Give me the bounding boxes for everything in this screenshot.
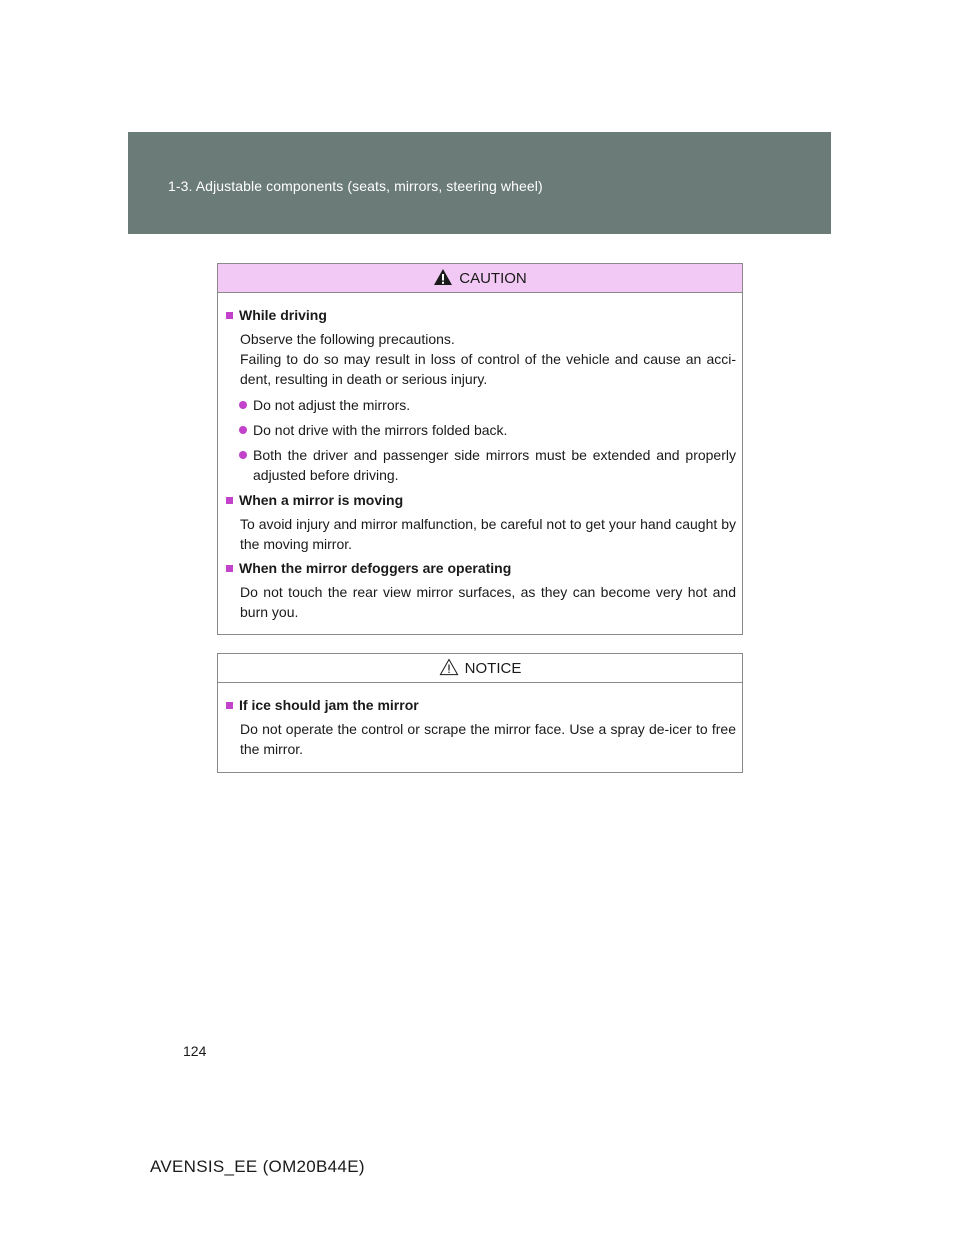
list-item: Do not adjust the mirrors.: [226, 395, 736, 415]
warning-icon: [433, 268, 453, 286]
header-band: [128, 132, 831, 234]
dot-bullet-icon: [239, 451, 247, 459]
caution-header: [218, 264, 742, 293]
paragraph: To avoid injury and mirror malfunction, be careful not to get your hand caught by the moving mirror.: [240, 516, 736, 552]
section-heading: While driving: [226, 305, 736, 325]
list-item: Both the driver and passenger side mirrors must be extended and properly adjusted before driving.: [226, 445, 736, 485]
section-heading: When the mirror defoggers are operating: [226, 558, 736, 578]
notice-title: NOTICE: [464, 659, 522, 677]
dot-bullet-icon: [239, 401, 247, 409]
list-item: Do not drive with the mirrors folded back.: [226, 420, 736, 440]
notice-header: [218, 654, 742, 683]
warning-outline-icon: [439, 658, 459, 676]
dot-bullet-icon: [239, 426, 247, 434]
caution-body: [218, 293, 742, 622]
paragraph: Do not touch the rear view mirror surfaces, as they can become very hot and burn you.: [240, 584, 736, 620]
square-bullet-icon: [226, 565, 233, 572]
notice-body: [218, 683, 742, 759]
section-heading: If ice should jam the mirror: [226, 695, 736, 715]
caution-box: [217, 263, 743, 635]
page-number: 124: [183, 1043, 207, 1059]
footer-model-code: AVENSIS_EE (OM20B44E): [150, 1157, 365, 1176]
paragraph: Failing to do so may result in loss of control of the vehicle and cause an acci-dent, resulting in death or serious injury.: [240, 351, 736, 387]
square-bullet-icon: [226, 497, 233, 504]
notice-box: [217, 653, 743, 773]
square-bullet-icon: [226, 702, 233, 709]
paragraph: Do not operate the control or scrape the mirror face. Use a spray de-icer to free the mirror.: [240, 721, 736, 757]
paragraph: Observe the following precautions.: [240, 331, 455, 347]
section-heading: When a mirror is moving: [226, 490, 736, 510]
square-bullet-icon: [226, 312, 233, 319]
section-title: 1-3. Adjustable components (seats, mirrors, steering wheel): [168, 178, 543, 194]
caution-title: CAUTION: [459, 269, 527, 287]
